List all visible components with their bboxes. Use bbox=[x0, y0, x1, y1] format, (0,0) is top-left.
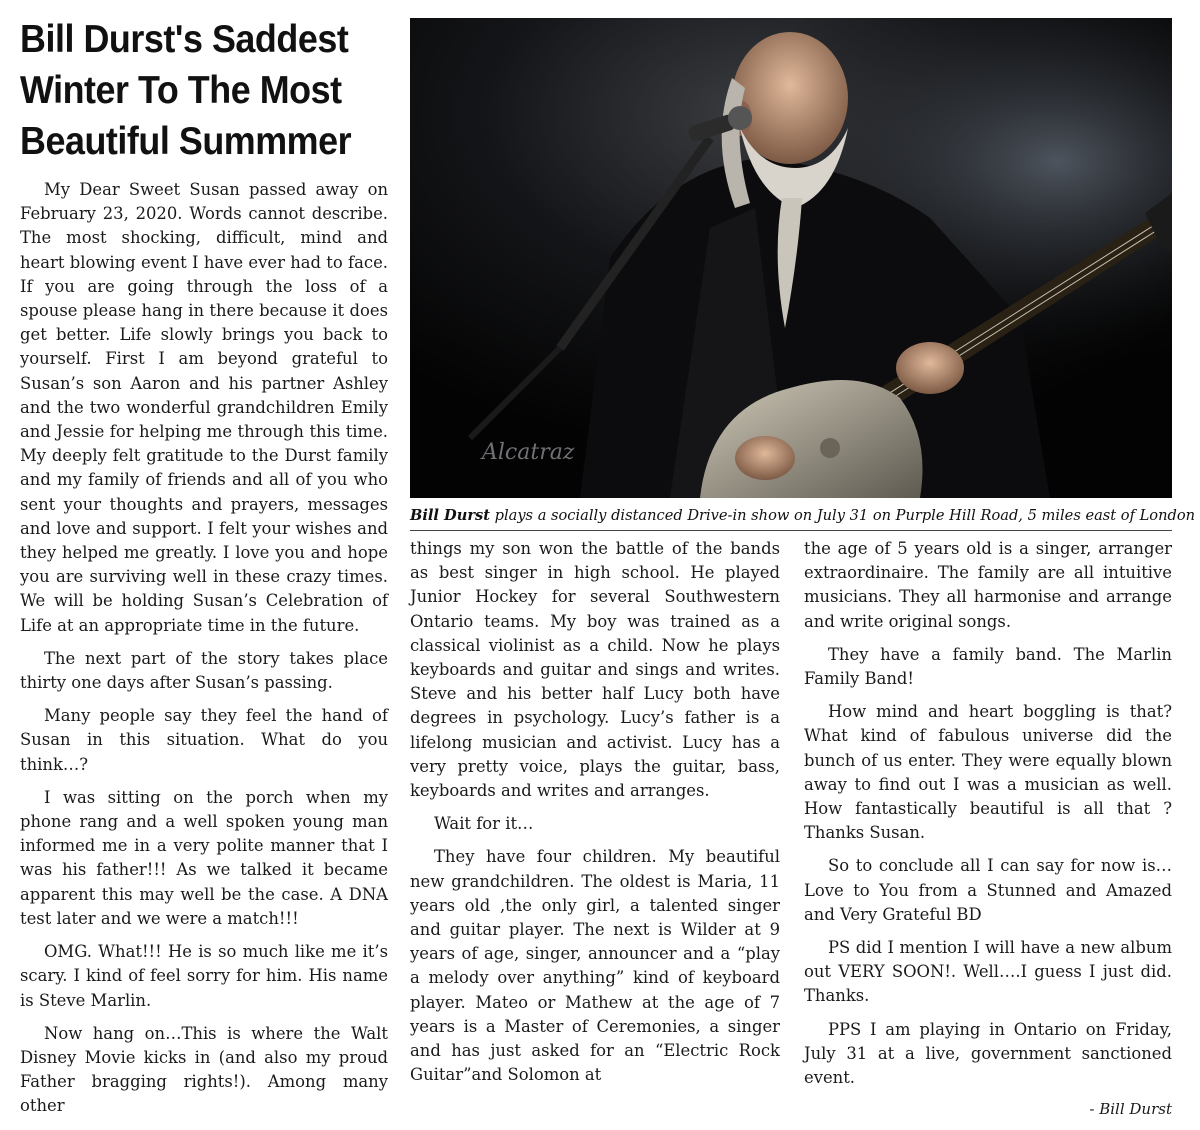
paragraph: They have four children. My beautiful new grandchildren. The oldest is Maria, 11 years old ,the only girl, a talented singer and guitar player. The next is Wilder at 9 years of age, singer, announcer and a “play a melody over anything” kind of keyboard player. Mateo or Mathew at the age of 7 years is a Master of Ceremonies, a singer and has just asked for an “Electric Rock Guitar”and Solomon at bbox=[410, 847, 780, 1085]
paragraph: My Dear Sweet Susan passed away on February 23, 2020. Words cannot describe. The most shocking, difficult, mind and heart blowing event I have ever had to face. If you are going through the loss of a spouse please hang in there because it does get better. Life slowly brings you back to yourself. First I am beyond grateful to Susan’s son Aaron and his partner Ashley and the two wonderful grandchildren Emily and Jessie for helping me through this time. My deeply felt gratitude to the Durst family and my family of friends and all of you who sent your thoughts and prayers, messages and love and support. I felt your wishes and they helped me greatly. I love you and hope you are surviving well in these crazy times. We will be holding Susan’s Celebration of Life at an appropriate time in the future. bbox=[20, 180, 388, 635]
caption-name: Bill Durst bbox=[410, 507, 490, 524]
paragraph: Many people say they feel the hand of Susan in this situation. What do you think…? bbox=[20, 706, 388, 774]
paragraph: How mind and heart boggling is that? What kind of fabulous universe did the bunch of us enter. They were equally blown away to find out I was a musician as well. How fantastically beautiful is all that ? Thanks Susan. bbox=[804, 702, 1172, 843]
paragraph: things my son won the battle of the bands as best singer in high school. He played Junior Hockey for several Southwestern Ontario teams. My boy was trained as a classical violinist as a child. Now he plays keyboards and guitar and sings and writes. Steve and his better half Lucy both have degrees in psychology. Lucy’s father is a lifelong musician and activist. Lucy has a very pretty voice, plays the guitar, bass, keyboards and writes and arranges. bbox=[410, 539, 780, 801]
guitarist-illustration bbox=[410, 18, 1172, 498]
paragraph: I was sitting on the porch when my phone rang and a well spoken young man informed me in a very polite manner that I was his father!!! As we talked it became apparent this may well be the case. A DNA test later and we were a match!!! bbox=[20, 787, 388, 928]
concert-photo bbox=[410, 18, 1172, 498]
caption-text: plays a socially distanced Drive-in show on July 31 on Purple Hill Road, 5 miles east of London bbox=[489, 507, 1196, 524]
paragraph: OMG. What!!! He is so much like me it’s scary. I kind of feel sorry for him. His name is Steve Marlin. bbox=[20, 942, 388, 1010]
paragraph: Now hang on…This is where the Walt Disney Movie kicks in (and also my proud Father bragging rights!). Among many other bbox=[20, 1023, 388, 1116]
paragraph: Wait for it… bbox=[434, 814, 534, 834]
paragraph: PS did I mention I will have a new album out VERY SOON!. Well….I guess I just did. Thanks. bbox=[804, 938, 1172, 1006]
paragraph: They have a family band. The Marlin Family Band! bbox=[804, 644, 1172, 689]
paragraph: So to conclude all I can say for now is… Love to You from a Stunned and Amazed and Very Grateful BD bbox=[804, 856, 1172, 924]
paragraph: The next part of the story takes place thirty one days after Susan’s passing. bbox=[20, 648, 388, 693]
paragraph: PPS I am playing in Ontario on Friday, July 31 at a live, government sanctioned event. bbox=[804, 1019, 1172, 1088]
author-signature: - Bill Durst bbox=[1089, 1100, 1172, 1119]
article-column-3 bbox=[804, 537, 1172, 1130]
article-column-1 bbox=[20, 178, 388, 1128]
article-headline: Bill Durst's Saddest Winter To The Most Beautiful Summmer bbox=[20, 18, 352, 163]
paragraph: the age of 5 years old is a singer, arranger extraordinaire. The family are all intuitive musicians. They all harmonise and arrange and write original songs. bbox=[804, 539, 1172, 631]
article-column-2 bbox=[410, 537, 780, 1096]
photo-caption bbox=[410, 506, 1196, 531]
photo-watermark: Alcatraz bbox=[482, 440, 575, 465]
